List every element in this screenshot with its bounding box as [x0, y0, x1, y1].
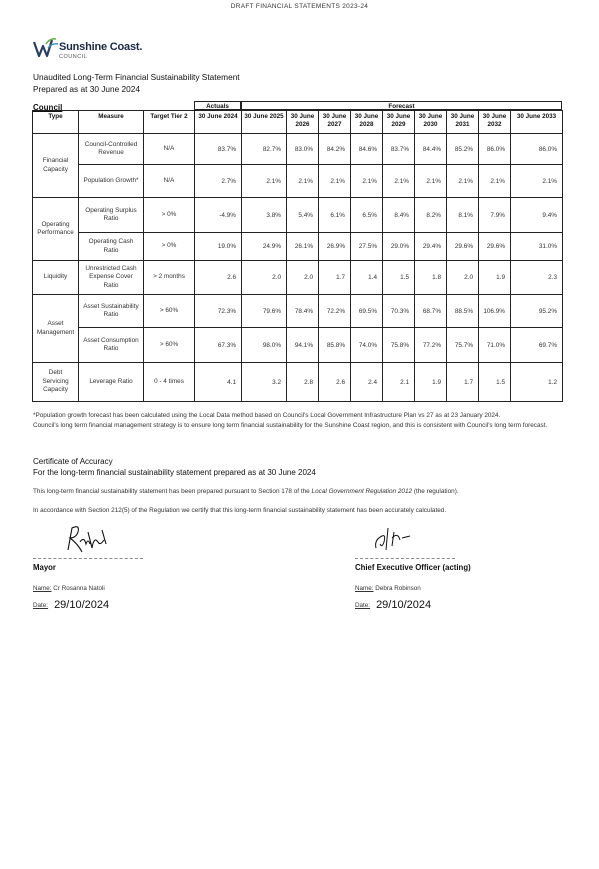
value-cell: 2.1%	[287, 165, 319, 198]
page-header: DRAFT FINANCIAL STATEMENTS 2023-24	[230, 3, 369, 10]
value-cell: 29.4%	[415, 233, 447, 261]
value-cell: 27.5%	[351, 233, 383, 261]
value-cell: 8.4%	[383, 198, 415, 233]
value-cell: 75.7%	[447, 328, 479, 363]
ceo-name-value: Debra Robinson	[375, 585, 421, 592]
table-row	[33, 328, 563, 363]
value-cell: 9.4%	[511, 198, 563, 233]
value-cell: 2.3	[511, 261, 563, 295]
value-cell: 88.5%	[447, 295, 479, 328]
type-cell: Liquidity	[33, 261, 79, 295]
value-cell: 2.0	[447, 261, 479, 295]
value-cell: 94.1%	[287, 328, 319, 363]
logo-sub: COUNCIL	[59, 54, 88, 60]
value-cell: 1.4	[351, 261, 383, 295]
value-cell: 68.7%	[415, 295, 447, 328]
value-cell: 8.1%	[447, 198, 479, 233]
value-cell: 2.0	[242, 261, 287, 295]
value-cell: 84.6%	[351, 134, 383, 165]
cert-p1-text: This long-term financial sustainability statement has been prepared pursuant to Section 178 of the	[33, 488, 312, 495]
table-header-row	[33, 111, 563, 134]
measure-cell: Asset Consumption Ratio	[79, 328, 144, 363]
measure-cell: Council-Controlled Revenue	[79, 134, 144, 165]
value-cell: 1.7	[447, 363, 479, 402]
value-cell: 106.9%	[479, 295, 511, 328]
mayor-date	[33, 598, 109, 610]
table-body	[33, 134, 563, 402]
value-cell: 26.1%	[287, 233, 319, 261]
value-cell: 85.2%	[447, 134, 479, 165]
target-cell: > 2 months	[144, 261, 195, 295]
column-header: 30 June 2033	[511, 111, 563, 134]
value-cell: 1.7	[319, 261, 351, 295]
value-cell: 3.2	[242, 363, 287, 402]
measure-cell: Unrestricted Cash Expense Cover Ratio	[79, 261, 144, 295]
mayor-signature-line	[33, 558, 143, 559]
type-cell: Operating Performance	[33, 198, 79, 261]
table-row	[33, 295, 563, 328]
measure-cell: Operating Surplus Ratio	[79, 198, 144, 233]
ceo-date-label: Date:	[355, 602, 371, 609]
value-cell: 2.1%	[242, 165, 287, 198]
ceo-date-value: 29/10/2024	[376, 599, 432, 611]
value-cell: 2.1%	[511, 165, 563, 198]
value-cell: 29.6%	[447, 233, 479, 261]
value-cell: 75.8%	[383, 328, 415, 363]
mayor-signature-icon	[62, 522, 112, 556]
ceo-name-label: Name:	[355, 585, 374, 592]
value-cell: 1.5	[479, 363, 511, 402]
value-cell: 1.9	[479, 261, 511, 295]
footnote-strategy: Council's long term financial management strategy is to ensure long term financial sustainability for the Sunshine Coast region, and this is consistent with Council's long term forecast.	[33, 421, 548, 429]
ceo-signature-line	[355, 558, 455, 559]
target-cell: > 60%	[144, 328, 195, 363]
ceo-date	[355, 598, 431, 610]
value-cell: 86.0%	[511, 134, 563, 165]
certificate-paragraph-2: In accordance with Section 212(5) of the Regulation we certify that this long-term financial sustainability statement has been accurately calculated.	[33, 507, 447, 514]
group-forecast: Forecast	[241, 101, 562, 110]
value-cell: 84.4%	[415, 134, 447, 165]
value-cell: 69.7%	[511, 328, 563, 363]
value-cell: 31.0%	[511, 233, 563, 261]
value-cell: 7.9%	[479, 198, 511, 233]
council-logo	[33, 36, 153, 64]
column-header: Type	[33, 111, 79, 134]
table-row	[33, 165, 563, 198]
value-cell: 2.1%	[319, 165, 351, 198]
value-cell: 2.1%	[415, 165, 447, 198]
target-cell: > 0%	[144, 198, 195, 233]
value-cell: 2.8	[287, 363, 319, 402]
mayor-name-label: Name:	[33, 585, 52, 592]
value-cell: 5.4%	[287, 198, 319, 233]
footnotes	[33, 411, 573, 430]
value-cell: 8.2%	[415, 198, 447, 233]
value-cell: 78.4%	[287, 295, 319, 328]
column-header: Target Tier 2	[144, 111, 195, 134]
certificate-paragraph-1	[33, 488, 459, 495]
measure-cell: Asset Sustainability Ratio	[79, 295, 144, 328]
value-cell: 69.5%	[351, 295, 383, 328]
value-cell: 2.6	[195, 261, 242, 295]
value-cell: 98.0%	[242, 328, 287, 363]
value-cell: 4.1	[195, 363, 242, 402]
value-cell: 1.9	[415, 363, 447, 402]
value-cell: 72.3%	[195, 295, 242, 328]
council-label: Council	[33, 103, 63, 112]
value-cell: 70.3%	[383, 295, 415, 328]
type-cell: Asset Management	[33, 295, 79, 363]
value-cell: 79.6%	[242, 295, 287, 328]
value-cell: 2.1%	[351, 165, 383, 198]
value-cell: 86.0%	[479, 134, 511, 165]
value-cell: 26.9%	[319, 233, 351, 261]
column-header: 30 June 2030	[415, 111, 447, 134]
value-cell: 1.2	[511, 363, 563, 402]
value-cell: 19.0%	[195, 233, 242, 261]
column-header: 30 June 2027	[319, 111, 351, 134]
cert-p1-suffix: (the regulation).	[412, 488, 459, 495]
value-cell: 24.9%	[242, 233, 287, 261]
value-cell: 85.8%	[319, 328, 351, 363]
target-cell: 0 - 4 times	[144, 363, 195, 402]
table-row	[33, 233, 563, 261]
title-line-1: Unaudited Long-Term Financial Sustainability Statement	[33, 72, 240, 82]
measure-cell: Leverage Ratio	[79, 363, 144, 402]
value-cell: 2.1%	[447, 165, 479, 198]
sustainability-table	[32, 110, 563, 402]
value-cell: 67.3%	[195, 328, 242, 363]
value-cell: 2.0	[287, 261, 319, 295]
type-cell: Debt Servicing Capacity	[33, 363, 79, 402]
certificate-title: Certificate of Accuracy	[33, 457, 113, 466]
table-row	[33, 261, 563, 295]
value-cell: 83.7%	[195, 134, 242, 165]
mayor-name	[33, 585, 105, 592]
value-cell: 3.8%	[242, 198, 287, 233]
statement-title	[33, 71, 240, 95]
value-cell: -4.9%	[195, 198, 242, 233]
value-cell: 1.8	[415, 261, 447, 295]
value-cell: 77.2%	[415, 328, 447, 363]
value-cell: 29.0%	[383, 233, 415, 261]
value-cell: 1.5	[383, 261, 415, 295]
table-row	[33, 198, 563, 233]
value-cell: 83.7%	[383, 134, 415, 165]
value-cell: 84.2%	[319, 134, 351, 165]
value-cell: 74.0%	[351, 328, 383, 363]
target-cell: N/A	[144, 165, 195, 198]
group-actuals: Actuals	[194, 101, 241, 110]
certificate-heading	[33, 456, 316, 478]
mayor-date-label: Date:	[33, 602, 49, 609]
mayor-name-value: Cr Rosanna Natoli	[53, 585, 105, 592]
table-row	[33, 363, 563, 402]
column-header: 30 June 2028	[351, 111, 383, 134]
value-cell: 82.7%	[242, 134, 287, 165]
value-cell: 95.2%	[511, 295, 563, 328]
target-cell: N/A	[144, 134, 195, 165]
measure-cell: Operating Cash Ratio	[79, 233, 144, 261]
value-cell: 71.0%	[479, 328, 511, 363]
value-cell: 2.1%	[383, 165, 415, 198]
cert-p1-regulation: Local Government Regulation 2012	[311, 488, 413, 495]
column-header: 30 June 2029	[383, 111, 415, 134]
column-header: 30 June 2024	[195, 111, 242, 134]
value-cell: 83.0%	[287, 134, 319, 165]
value-cell: 29.6%	[479, 233, 511, 261]
mayor-date-value: 29/10/2024	[54, 599, 110, 611]
value-cell: 2.1%	[479, 165, 511, 198]
mayor-role: Mayor	[33, 563, 56, 572]
value-cell: 6.5%	[351, 198, 383, 233]
column-header: 30 June 2031	[447, 111, 479, 134]
ceo-role: Chief Executive Officer (acting)	[355, 563, 471, 572]
column-header: Measure	[79, 111, 144, 134]
value-cell: 72.2%	[319, 295, 351, 328]
target-cell: > 0%	[144, 233, 195, 261]
value-cell: 2.6	[319, 363, 351, 402]
measure-cell: Population Growth*	[79, 165, 144, 198]
value-cell: 2.7%	[195, 165, 242, 198]
footnote-population: *Population growth forecast has been calculated using the Local Data method based on Council's Local Government Infrastructure Plan vs 27 as at 23 January 2024.	[33, 412, 501, 419]
ceo-signature-icon	[372, 522, 412, 556]
title-line-2: Prepared as at 30 June 2024	[33, 84, 141, 94]
logo-mark-icon	[33, 36, 59, 62]
table-row	[33, 134, 563, 165]
value-cell: 6.1%	[319, 198, 351, 233]
value-cell: 2.4	[351, 363, 383, 402]
logo-name: Sunshine Coast.	[59, 41, 143, 53]
type-cell: Financial Capacity	[33, 134, 79, 198]
column-header: 30 June 2026	[287, 111, 319, 134]
column-header: 30 June 2032	[479, 111, 511, 134]
ceo-name	[355, 585, 421, 592]
target-cell: > 60%	[144, 295, 195, 328]
certificate-subtitle: For the long-term financial sustainability statement prepared as at 30 June 2024	[33, 468, 316, 477]
column-header: 30 June 2025	[242, 111, 287, 134]
value-cell: 2.1	[383, 363, 415, 402]
